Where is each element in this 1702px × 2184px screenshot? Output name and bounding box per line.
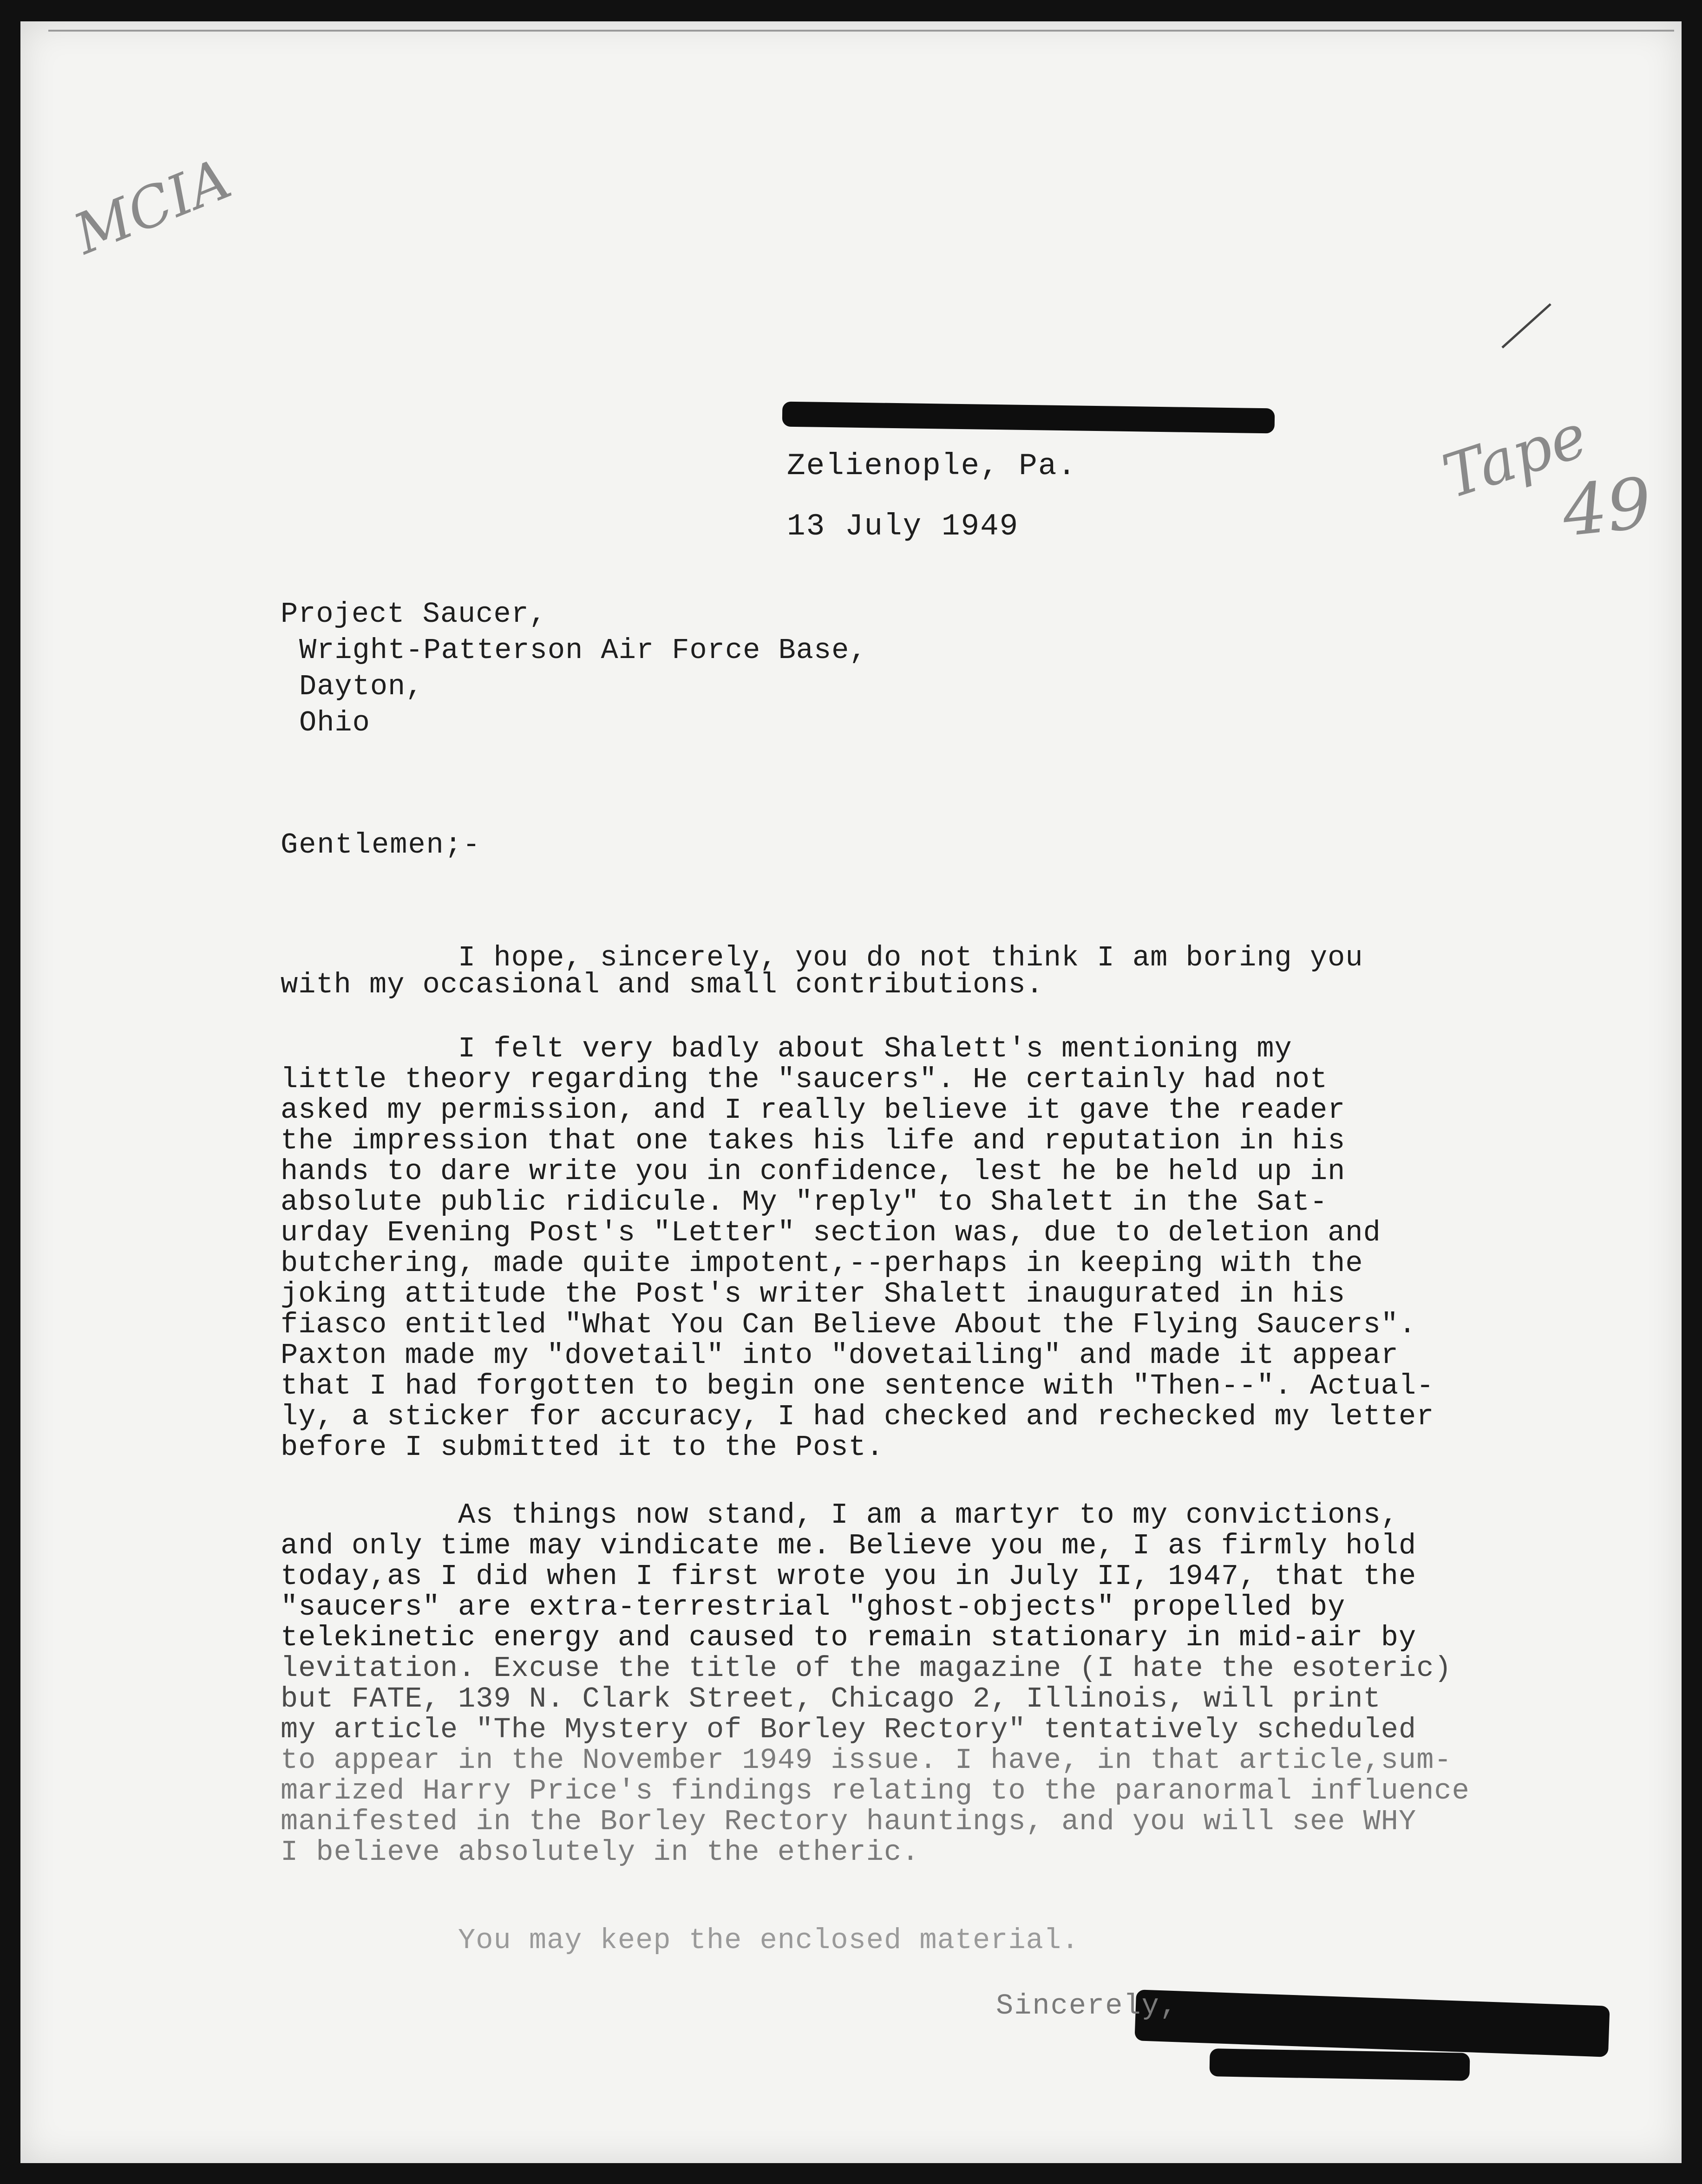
text-line: the impression that one takes his life and reputation in his xyxy=(281,1124,1346,1157)
recipient-line: Project Saucer, xyxy=(281,598,547,631)
text-line: butchering, made quite impotent,--perhaps in keeping with the xyxy=(281,1247,1363,1280)
closing: Sincerely, xyxy=(996,1989,1178,2022)
tape-note-handwriting: Tape xyxy=(1434,400,1596,512)
recipient-line: Dayton, xyxy=(299,670,424,703)
check-mark-stroke xyxy=(1501,303,1551,348)
text-line: fiasco entitled "What You Can Believe About the Flying Saucers". xyxy=(281,1308,1417,1341)
text-line: I believe absolutely in the etheric. xyxy=(281,1836,920,1869)
letter-page xyxy=(20,21,1682,2163)
letter-city: Zelienople, Pa. xyxy=(787,449,1077,483)
scan-edge-line xyxy=(48,30,1674,32)
text-line: today,as I did when I first wrote you in July II, 1947, that the xyxy=(281,1560,1417,1593)
text-line: I felt very badly about Shalett's mentioning my xyxy=(281,1032,1292,1065)
text-line: I hope, sincerely, you do not think I am boring you xyxy=(281,941,1363,974)
redacted-signature xyxy=(1134,1989,1610,2057)
text-line: to appear in the November 1949 issue. I have, in that article,sum- xyxy=(281,1744,1452,1777)
text-line: ly, a sticker for accuracy, I had checked and rechecked my letter xyxy=(281,1400,1434,1433)
redacted-signature-tail xyxy=(1210,2048,1470,2081)
text-line: hands to dare write you in confidence, lest he be held up in xyxy=(281,1155,1346,1188)
text-line: telekinetic energy and caused to remain stationary in mid-air by xyxy=(281,1621,1417,1654)
text-line: joking attitude the Post's writer Shalett inaugurated in his xyxy=(281,1278,1346,1310)
redacted-sender-name xyxy=(782,402,1275,434)
text-line: before I submitted it to the Post. xyxy=(281,1431,884,1464)
text-line: marized Harry Price's findings relating to the paranormal influence xyxy=(281,1774,1470,1807)
text-line: absolute public ridicule. My "reply" to Shalett in the Sat- xyxy=(281,1186,1328,1219)
text-line: my article "The Mystery of Borley Rectory" tentatively scheduled xyxy=(281,1713,1417,1746)
margin-initials-handwriting: MCIA xyxy=(65,146,240,267)
text-line: that I had forgotten to begin one sentence with "Then--". Actual- xyxy=(281,1369,1434,1402)
text-line: but FATE, 139 N. Clark Street, Chicago 2, Illinois, will print xyxy=(281,1682,1381,1715)
salutation: Gentlemen;- xyxy=(281,828,481,861)
recipient-line: Ohio xyxy=(299,706,370,739)
tape-number-handwriting: 49 xyxy=(1558,463,1656,553)
text-line: As things now stand, I am a martyr to my convictions, xyxy=(281,1499,1399,1532)
text-line: "saucers" are extra-terrestrial "ghost-objects" propelled by xyxy=(281,1591,1346,1623)
letter-date: 13 July 1949 xyxy=(787,509,1019,544)
text-line: manifested in the Borley Rectory hauntings, and you will see WHY xyxy=(281,1805,1417,1838)
text-line: You may keep the enclosed material. xyxy=(281,1924,1080,1957)
text-line: levitation. Excuse the title of the magazine (I hate the esoteric) xyxy=(281,1652,1452,1685)
text-line: asked my permission, and I really believe it gave the reader xyxy=(281,1094,1346,1127)
text-line: with my occasional and small contributions. xyxy=(281,968,1044,1001)
recipient-line: Wright-Patterson Air Force Base, xyxy=(299,634,867,667)
text-line: and only time may vindicate me. Believe you me, I as firmly hold xyxy=(281,1529,1417,1562)
text-line: urday Evening Post's "Letter" section was, due to deletion and xyxy=(281,1216,1381,1249)
text-line: Paxton made my "dovetail" into "dovetailing" and made it appear xyxy=(281,1339,1399,1372)
text-line: little theory regarding the "saucers". He certainly had not xyxy=(281,1063,1328,1096)
